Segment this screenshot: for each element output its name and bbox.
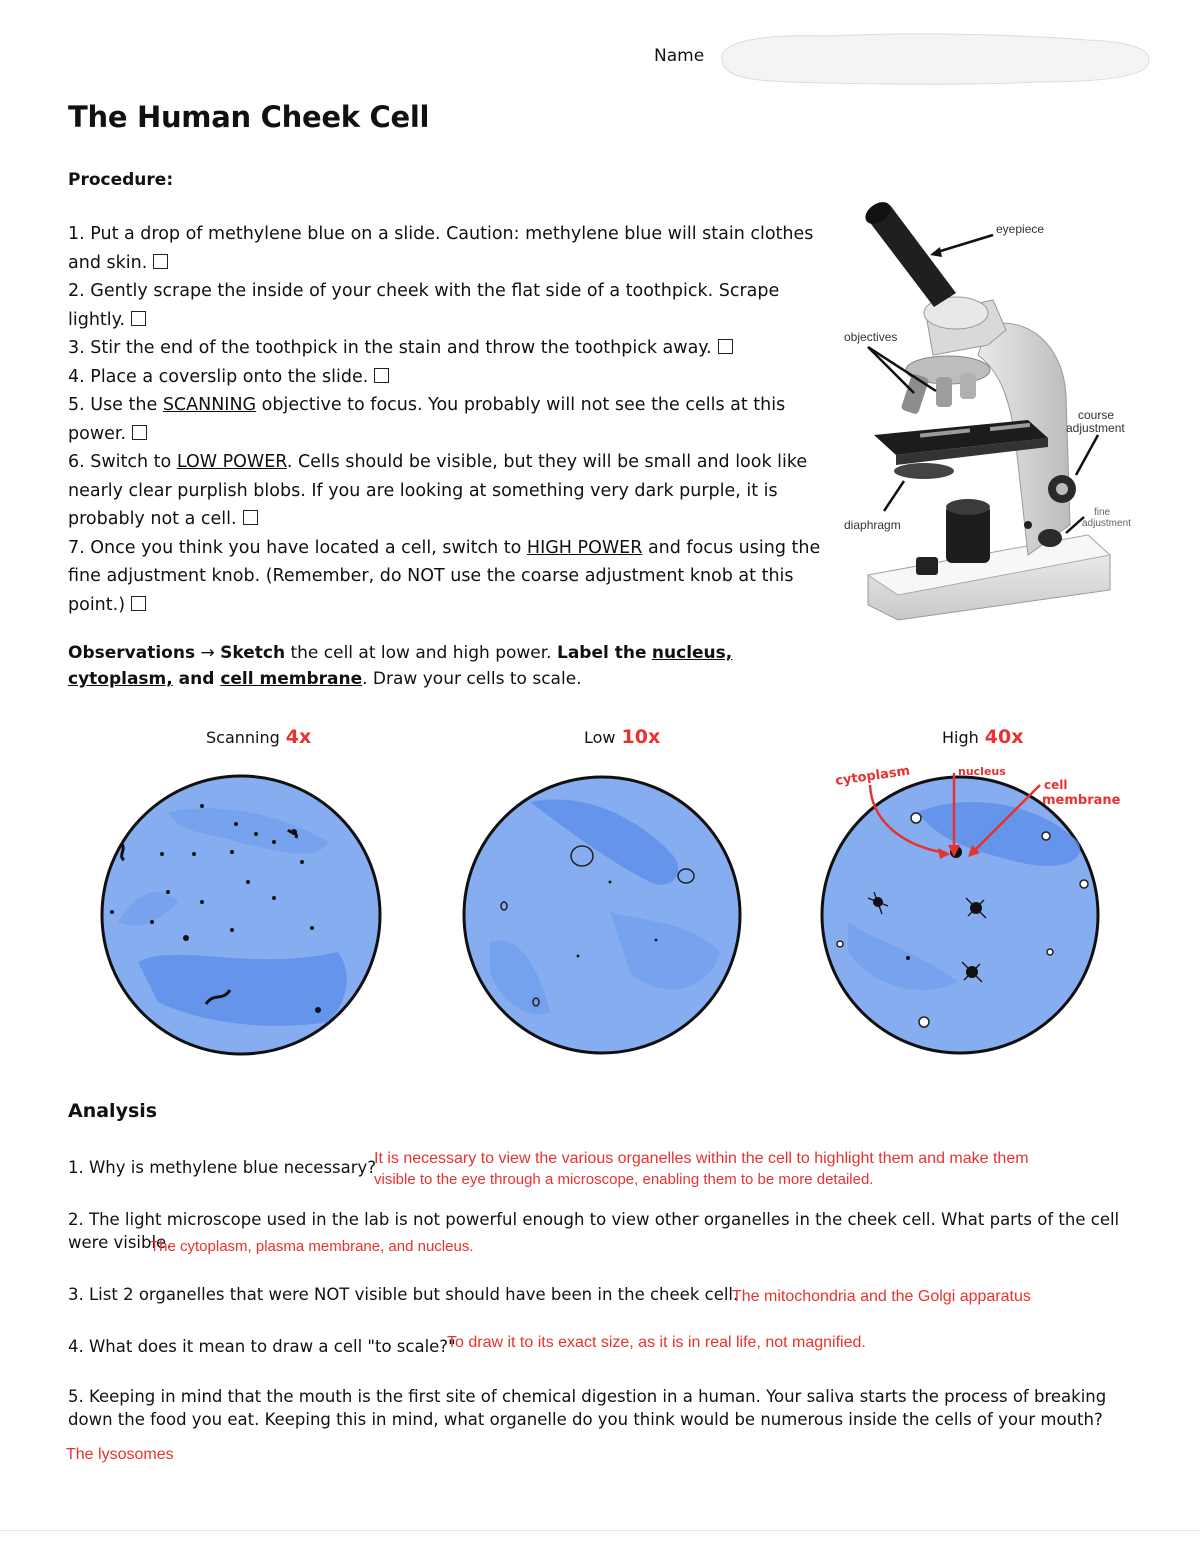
question-4: 4. What does it mean to draw a cell "to scale?" — [68, 1337, 456, 1356]
step-checkbox[interactable] — [718, 339, 733, 354]
question-5: 5. Keeping in mind that the mouth is the first site of chemical digestion in a human. Your saliva starts the process of breaking down the food you eat. Keeping this in mind, what organelle do you think would be numerous inside the cells of your mouth? — [68, 1387, 1107, 1429]
step-4: 4. Place a coverslip onto the slide. — [68, 363, 828, 392]
page-footer-divider — [0, 1530, 1200, 1531]
name-redaction — [708, 30, 1156, 88]
question-2: 2. The light microscope used in the lab is not powerful enough to view other organelles in the cheek cell. What parts of the cell were visible. — [68, 1210, 1120, 1252]
annotation-cytoplasm: cytoplasm — [834, 763, 911, 789]
step-2: 2. Gently scrape the inside of your cheek with the flat side of a toothpick. Scrape lightly. — [68, 281, 780, 330]
label-fine: fine — [1094, 507, 1111, 518]
view-label-scanning: Scanning 4x — [206, 726, 312, 748]
name-label: Name — [654, 46, 705, 66]
answer-3: The mitochondria and the Golgi apparatus — [732, 1288, 1031, 1305]
step-1: 1. Put a drop of methylene blue on a slide. Caution: methylene blue will stain clothes and skin. — [68, 224, 814, 273]
label-fine-adjustment: adjustment — [1082, 518, 1131, 529]
annotation-cell: cell — [1044, 778, 1068, 792]
question-1: 1. Why is methylene blue necessary? — [68, 1158, 377, 1177]
step-checkbox[interactable] — [131, 311, 146, 326]
step-checkbox[interactable] — [131, 596, 146, 611]
step-5: 5. Use the SCANNING objective to focus. You probably will not see the cells at this power. — [68, 395, 786, 444]
step-checkbox[interactable] — [153, 254, 168, 269]
label-objectives: objectives — [844, 330, 898, 344]
label-eyepiece: eyepiece — [996, 222, 1045, 236]
step-7: 7. Once you think you have located a cell, switch to HIGH POWER and focus using the fine adjustment knob. (Remember, do NOT use the coarse adjustment knob at this point.) — [68, 537, 821, 615]
step-checkbox[interactable] — [132, 425, 147, 440]
step-6: 6. Switch to LOW POWER. Cells should be visible, but they will be small and look like nearly clear purplish blobs. If you are looking at something very dark purple, it is probably not a cell. — [68, 452, 808, 529]
view-label-high: High 40x — [942, 726, 1024, 748]
procedure-heading: Procedure: — [68, 170, 174, 190]
question-3: 3. List 2 organelles that were NOT visible but should have been in the cheek cell. — [68, 1285, 739, 1304]
high-view-annotations — [828, 755, 1158, 875]
step-checkbox[interactable] — [374, 368, 389, 383]
microscope-diagram — [838, 195, 1138, 625]
low-view-sketch — [460, 772, 744, 1058]
scanning-view-sketch — [98, 772, 384, 1058]
analysis-heading: Analysis — [68, 1100, 158, 1122]
answer-4: To draw it to its exact size, as it is in real life, not magnified. — [447, 1334, 866, 1351]
view-label-low: Low 10x — [584, 726, 661, 748]
answer-1: It is necessary to view the various organelles within the cell to highlight them and make them visible to the eye through a microscope, enabling them to be more detailed. — [374, 1150, 1029, 1188]
label-course: course — [1078, 408, 1115, 422]
label-course-adjustment: adjustment — [1066, 421, 1125, 435]
observations-instructions: Observations → Sketch the cell at low and high power. Label the nucleus, cytoplasm, and cell membrane. Draw your cells to scale. — [68, 643, 733, 689]
procedure-steps — [68, 220, 828, 619]
annotation-nucleus: nucleus — [958, 765, 1006, 778]
label-diaphragm: diaphragm — [844, 518, 901, 532]
page-title: The Human Cheek Cell — [68, 100, 430, 134]
step-3: 3. Stir the end of the toothpick in the stain and throw the toothpick away. — [68, 334, 828, 363]
step-checkbox[interactable] — [243, 510, 258, 525]
answer-2: The cytoplasm, plasma membrane, and nucleus. — [150, 1238, 474, 1255]
answer-5: The lysosomes — [66, 1446, 174, 1463]
annotation-membrane: membrane — [1042, 793, 1121, 808]
